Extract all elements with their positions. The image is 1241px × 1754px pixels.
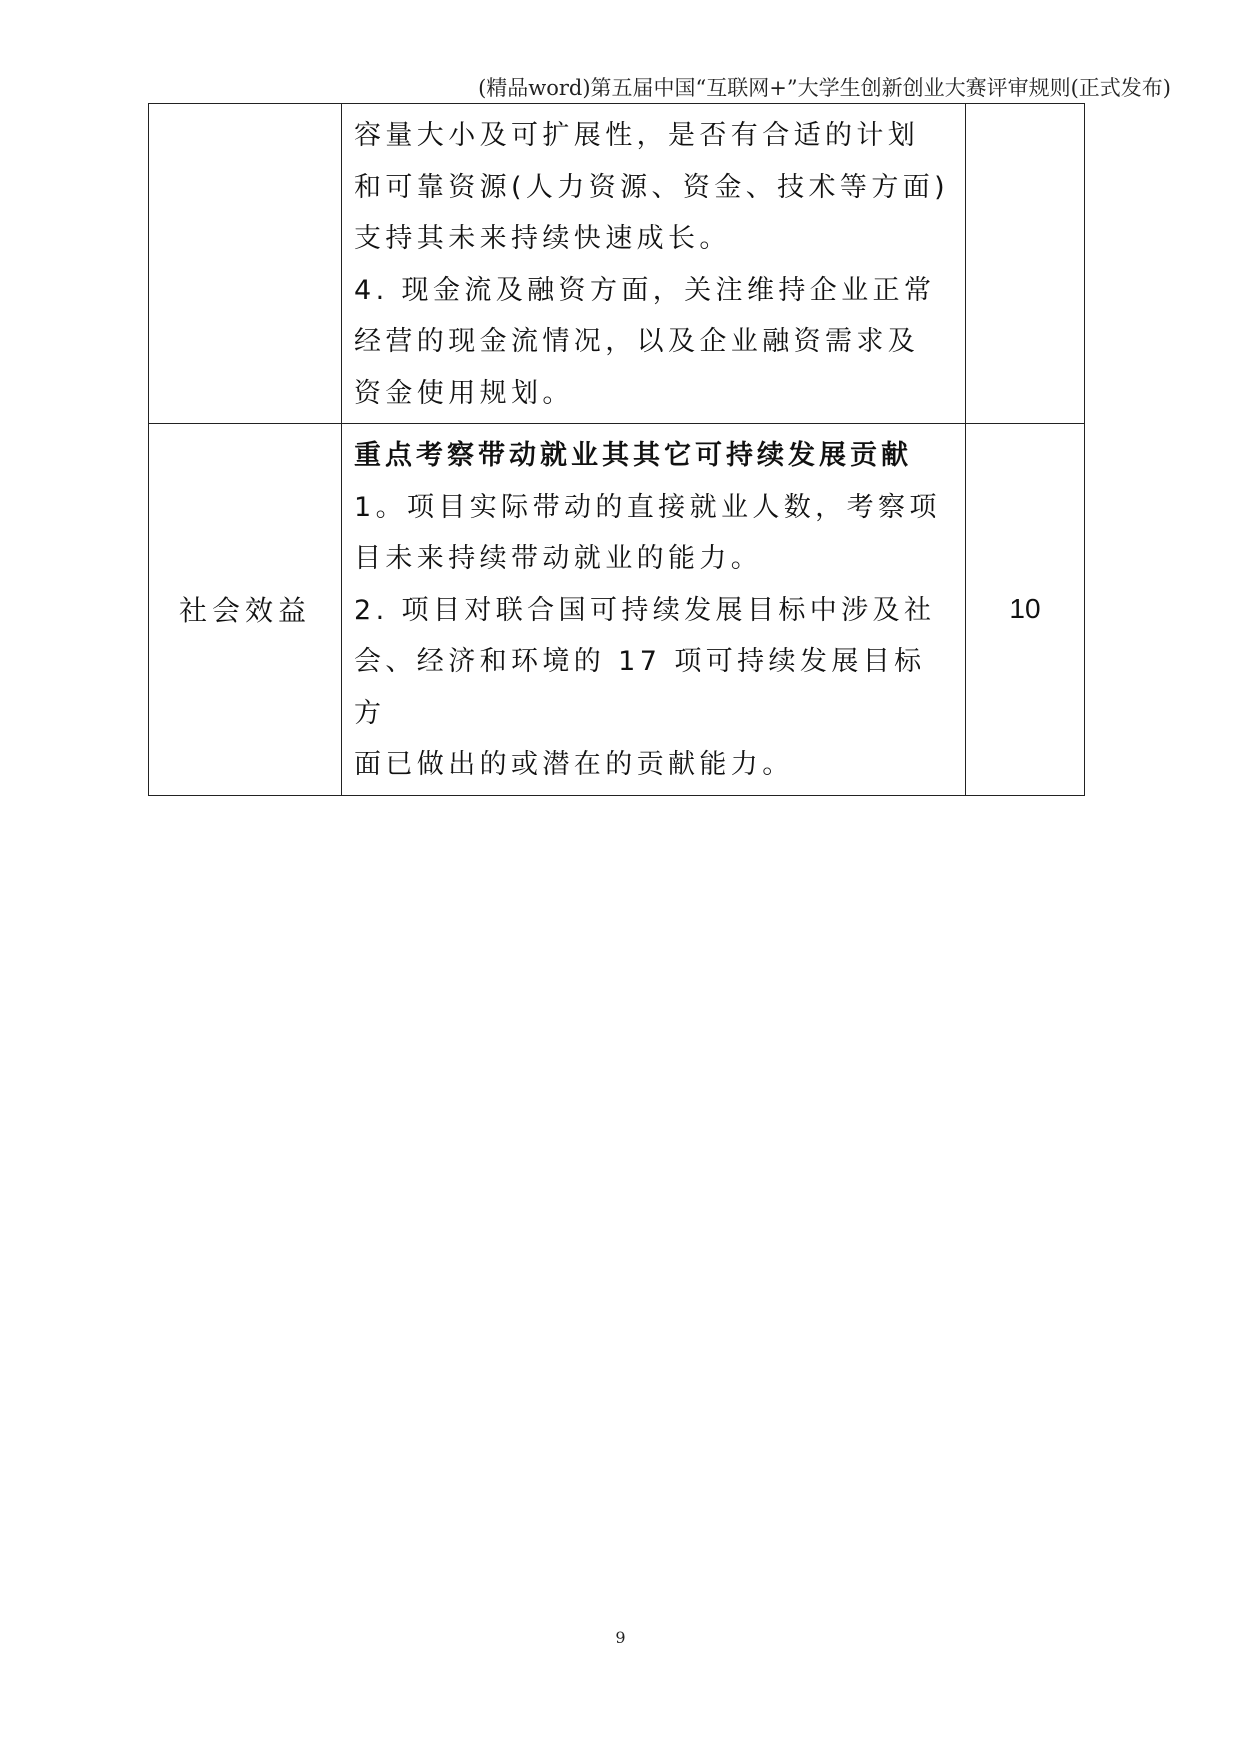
table-row (149, 104, 1085, 424)
content-line: 和可靠资源(人力资源、资金、技术等方面) (354, 171, 950, 203)
content-line: 2. 项目对联合国可持续发展目标中涉及社 (354, 594, 936, 626)
content-line: 目未来持续带动就业的能力。 (354, 543, 763, 574)
score-cell: 10 (966, 424, 1085, 796)
document-header: (精品word)第五届中国“互联网+”大学生创新创业大赛评审规则(正式发布) (478, 76, 1171, 100)
content-line: 容量大小及可扩展性，是否有合适的计划 (354, 120, 920, 151)
content-line: 支持其未来持续快速成长。 (354, 223, 731, 254)
content-line: 经营的现金流情况，以及企业融资需求及 (354, 326, 920, 357)
content-cell (342, 424, 966, 796)
content-line: 1。项目实际带动的直接就业人数，考察项 (354, 491, 941, 523)
score-cell (966, 104, 1085, 424)
table-row (149, 424, 1085, 796)
content-line: 4. 现金流及融资方面，关注维持企业正常 (354, 274, 936, 306)
content-cell (342, 104, 966, 424)
category-cell (149, 104, 342, 424)
content-line: 面已做出的或潜在的贡献能力。 (354, 749, 794, 780)
criteria-table (148, 103, 1085, 796)
category-cell: 社会效益 (149, 424, 342, 796)
page-number: 9 (615, 1628, 626, 1647)
content-line: 会、经济和环境的 17 项可持续发展目标方 (354, 646, 926, 729)
content-heading: 重点考察带动就业其其它可持续发展贡献 (354, 440, 912, 471)
content-line: 资金使用规划。 (354, 377, 574, 409)
